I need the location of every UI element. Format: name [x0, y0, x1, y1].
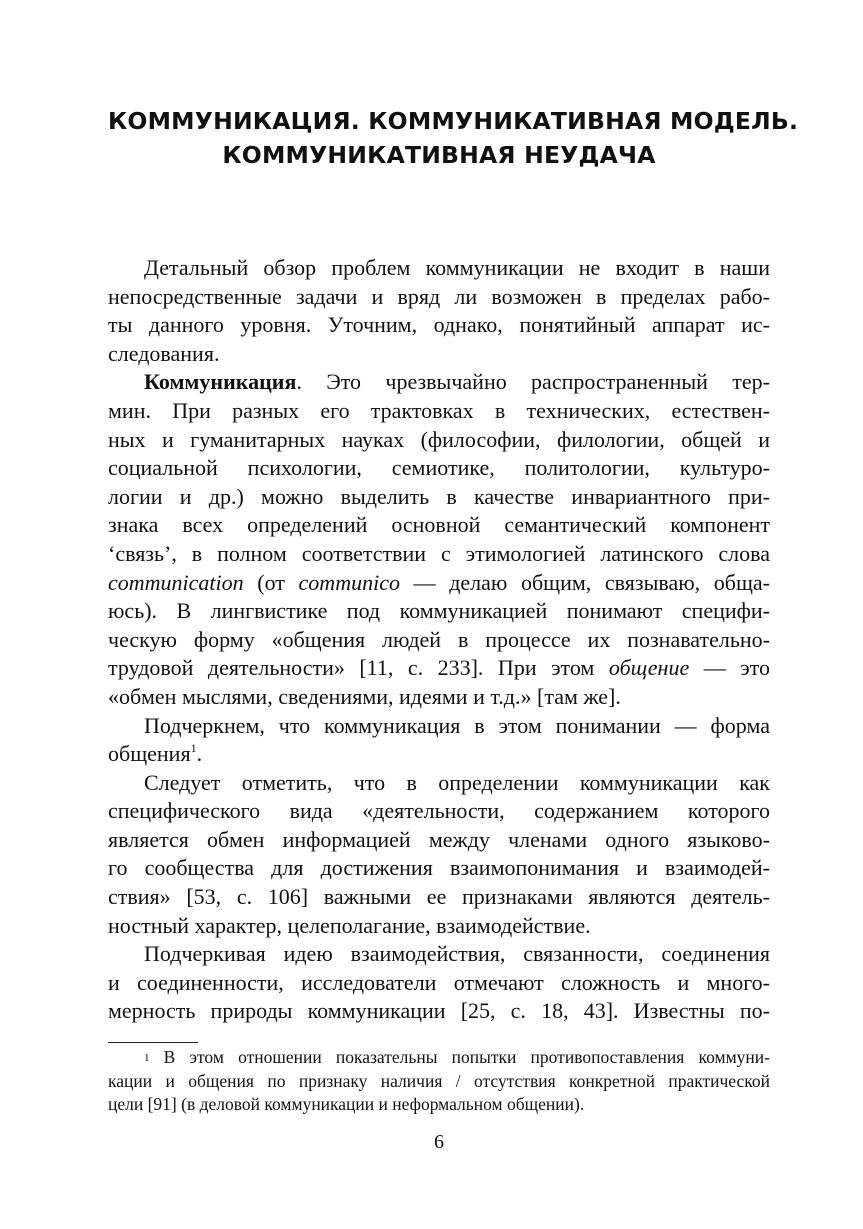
text-line: мерность природы коммуникации [25, с. 18, 43]. Известны по- [108, 998, 770, 1024]
paragraph-4 [108, 769, 770, 941]
paragraph-5 [108, 940, 770, 1026]
text-line: юсь). В лингвистике под коммуникацией понимают специфи- [108, 598, 770, 624]
text-line: и соединенности, исследователи отмечают сложность и много- [108, 969, 770, 995]
footnote [108, 1046, 770, 1117]
text-line: Детальный обзор проблем коммуникации не входит в наши [144, 255, 770, 280]
body-text [108, 254, 770, 1026]
text-line: Подчеркнем, что коммуникация в этом понимании — форма [144, 712, 770, 738]
chapter-title-line-1: КОММУНИКАЦИЯ. КОММУНИКАТИВНАЯ МОДЕЛЬ. [108, 107, 799, 135]
footnote-line: цели [91] (в деловой коммуникации и неформальном общении). [108, 1094, 585, 1114]
footnote-marker: 1 [144, 1052, 150, 1064]
text-line: общения$^1$. [108, 741, 203, 767]
page-number: 6 [434, 1131, 444, 1153]
chapter-title [108, 104, 799, 172]
footnote-line: $^1$ В этом отношении показательны попытки противопоставления коммуни- [144, 1047, 770, 1067]
footnote-line: кации и общения по признаку наличия / отсутствия конкретной практической [108, 1070, 770, 1091]
text-line: «обмен мыслями, сведениями, идеями и т.д.» [там же]. [108, 683, 621, 709]
text-line: ностный характер, целеполагание, взаимодействие. [108, 912, 591, 938]
text-line: является обмен информацией между членами одного языково- [108, 826, 770, 852]
text-line: следования. [108, 340, 220, 366]
footnote-reference[interactable]: 1 [190, 741, 197, 756]
text-line: непосредственные задачи и вряд ли возможен в пределах рабо- [108, 283, 770, 309]
text-line: ты данного уровня. Уточним, однако, понятийный аппарат ис- [108, 312, 770, 338]
latin-term: communication [108, 569, 244, 595]
text-line: Подчеркивая идею взаимодействия, связанности, соединения [144, 941, 770, 967]
chapter-title-line-2: КОММУНИКАТИВНАЯ НЕУДАЧА [222, 141, 656, 169]
emphasis-term: общение [608, 655, 690, 681]
text-line: знака всех определений основной семантический компонент [108, 512, 770, 538]
latin-term: communico [298, 569, 400, 595]
text-line: ческую форму «общения людей в процессе их познавательно- [108, 626, 770, 652]
text-line: мин. При разных его трактовках в технических, естествен- [108, 397, 770, 423]
text-line: го сообщества для достижения взаимопонимания и взаимодей- [108, 855, 770, 881]
term-communication: Коммуникация [144, 369, 297, 395]
paragraph-1 [108, 254, 770, 368]
text-line: трудовой деятельности» [11, с. 233]. При этом общение — это [108, 655, 770, 681]
text-line: ‘связь’, в полном соответствии с этимологией латинского слова [108, 540, 770, 566]
text-line: communication (от communico — делаю общим, связываю, обща- [108, 569, 770, 595]
paragraph-2 [108, 368, 770, 711]
text-line: специфического вида «деятельности, содержанием которого [108, 798, 770, 824]
text-line: Следует отметить, что в определении коммуникации как [144, 769, 770, 795]
text-line: логии и др.) можно выделить в качестве инвариантного при- [108, 483, 770, 509]
text-line: Коммуникация. Это чрезвычайно распространенный тер- [144, 369, 770, 395]
text-line: социальной психологии, семиотике, политологии, культуро- [108, 455, 770, 481]
paragraph-3 [108, 712, 770, 769]
footnote-separator [108, 1042, 198, 1043]
text-line: ствия» [53, с. 106] важными ее признаками являются деятель- [108, 884, 770, 910]
text-line: ных и гуманитарных науках (философии, филологии, общей и [108, 426, 770, 452]
